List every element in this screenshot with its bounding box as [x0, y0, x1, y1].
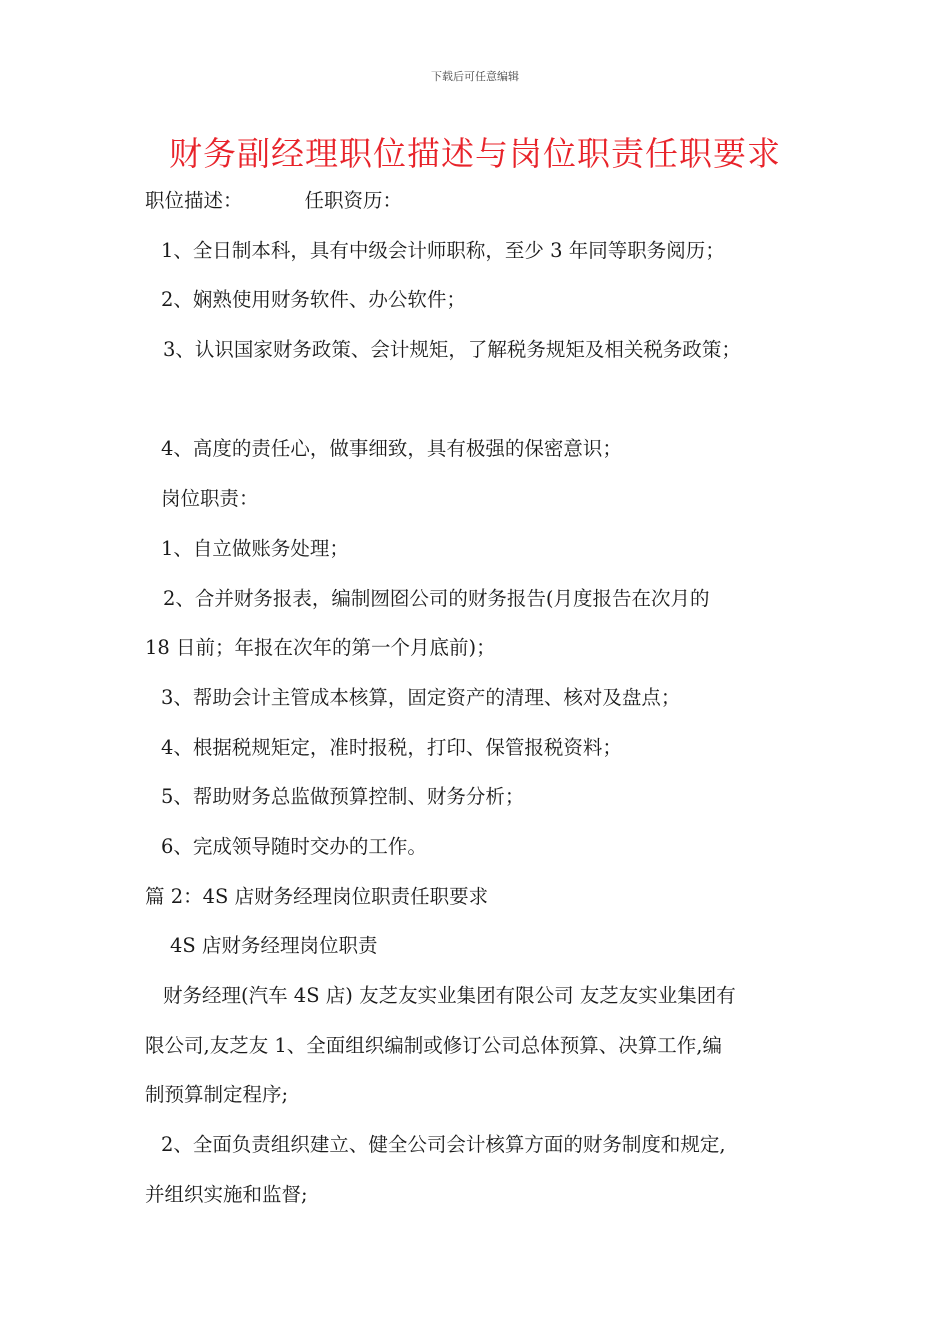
part2-item-2b: 并组织实施和监督;	[145, 1182, 308, 1206]
duty-item-1: 1、自立做账务处理；	[161, 536, 349, 560]
document-body	[145, 176, 825, 1219]
duty-item-6: 6、完成领导随时交办的工作。	[161, 834, 427, 858]
duty-item-2b: 18 日前；年报在次年的第一个月底前)；	[145, 636, 496, 660]
duty-item-3: 3、帮助会计主管成本核算，固定资产的清理、核对及盘点；	[161, 685, 681, 709]
part2-item-2a: 2、全面负责组织建立、健全公司会计核算方面的财务制度和规定,	[161, 1133, 726, 1157]
req-item-2: 2、娴熟使用财务软件、办公软件；	[161, 288, 466, 312]
part2-paragraph-line-1: 财务经理(汽车 4S 店) 友芝友实业集团有限公司 友芝友实业集团有	[163, 984, 736, 1007]
req-item-1: 1、全日制本科，具有中级会计师职称，至少 3 年同等职务阅历；	[161, 238, 725, 262]
part2-paragraph-line-2: 限公司,友芝友 1、全面组织编制或修订公司总体预算、决算工作,编	[145, 1033, 723, 1057]
req-item-3: 3、认识国家财务政策、会计规矩，了解税务规矩及相关税务政策；	[163, 338, 741, 362]
desc-req-line	[145, 176, 825, 226]
part2-subtitle: 4S 店财务经理岗位职责	[170, 934, 378, 958]
desc-label: 职位描述：	[145, 189, 243, 212]
duty-item-4: 4、根据税规矩定，准时报税，打印、保管报税资料；	[161, 735, 622, 759]
header-note: 下载后可任意编辑	[431, 70, 519, 83]
blank-line	[145, 375, 825, 425]
duty-label: 岗位职责：	[161, 487, 259, 511]
part2-title: 篇 2：4S 店财务经理岗位职责任职要求	[145, 884, 489, 908]
duty-item-2a: 2、合并财务报表，编制囫囵公司的财务报告(月度报告在次月的	[163, 586, 710, 610]
duty-item-5: 5、帮助财务总监做预算控制、财务分析；	[161, 785, 525, 809]
req-label: 任职资历：	[304, 189, 403, 212]
part2-paragraph-line-3: 制预算制定程序;	[145, 1083, 289, 1107]
document-title: 财务副经理职位描述与岗位职责任职要求	[169, 134, 781, 173]
req-item-4: 4、高度的责任心，做事细致，具有极强的保密意识；	[161, 437, 622, 461]
